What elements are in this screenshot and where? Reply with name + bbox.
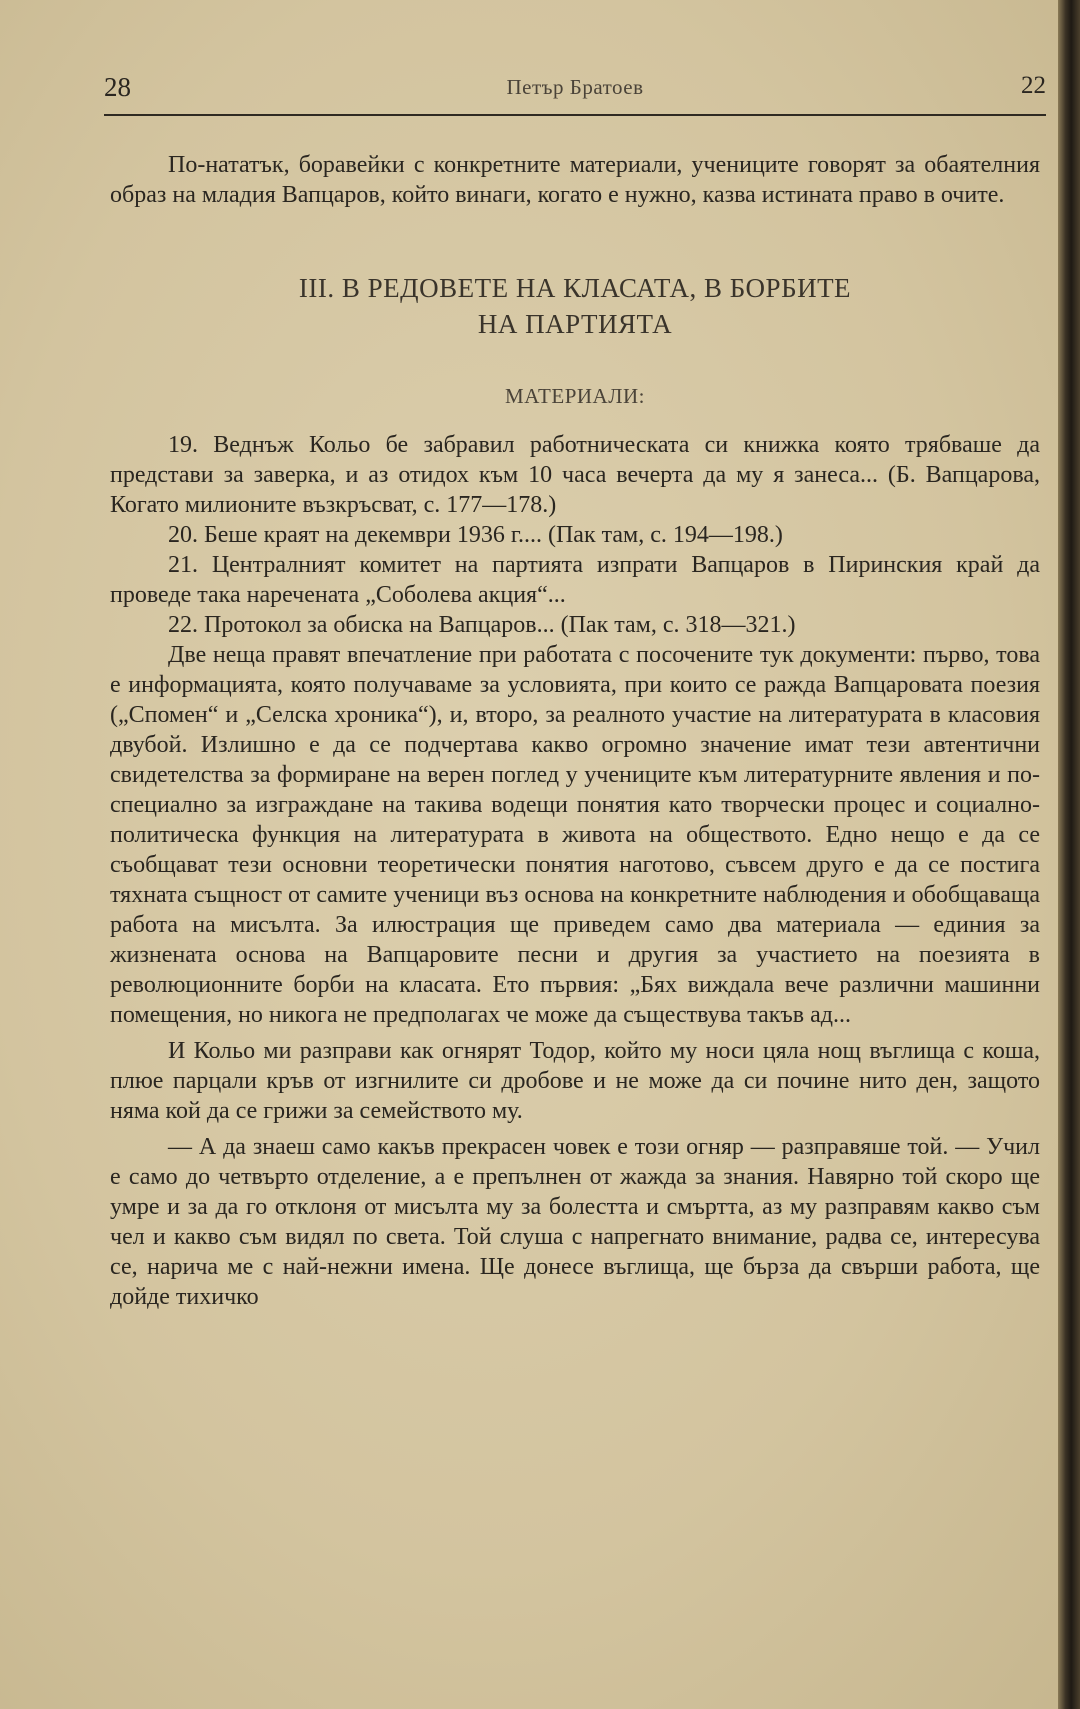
book-spine-edge [1058,0,1080,1709]
page-body [110,150,1040,1312]
section-title-line-1: III. В РЕДОВЕТЕ НА КЛАСАТА, В БОРБИТЕ [298,273,852,303]
page-number-right: 22 [1021,72,1046,99]
material-item-20: 20. Беше краят на декември 1936 г.... (Пак там, с. 194—198.) [168,522,783,548]
page-header [104,72,1046,110]
material-item-22: 22. Протокол за обиска на Вапцаров... (Пак там, с. 318—321.) [168,612,796,638]
body-paragraph: Две неща правят впечатление при работата с посочените тук документи: първо, това е информацията, която получаваме за условията, при които се ражда Вапцаровата поезия („Спомен“ и „Селска хроника“), и, второ, за реалното участие на литературата в класовия двубой. Излишно е да се подчертава какво огромно значение имат тези автентични свидетелства за формиране на верен поглед у учениците към литературните явления и по-специално за изграждане на такива водещи понятия като творчески процес и социално-политическа функция на литературата в живота на обществото. Едно нещо е да се съобщават тези основни теоретически понятия наготово, съвсем друго е да се постига тяхната същност от самите ученици въз основа на конкретните наблюдения и обобщаваща работа на мисълта. За илюстрация ще приведем само два материала — единия за жизнената основа на Вапцаровите песни и другия за участието на поезията в революционните борби на класата. Ето първия: „Бях виждала вече различни машинни помещения, но никога не предполагах че може да съществува такъв ад... [110,642,1040,1028]
intro-paragraph: По-нататък, боравейки с конкретните материали, учениците говорят за обаятелния образ на младия Вапцаров, който винаги, когато е нужно, казва истината право в очите. [110,152,1040,208]
materials-heading: МАТЕРИАЛИ: [505,384,645,408]
material-item-21: 21. Централният комитет на партията изпрати Вапцаров в Пиринския край да проведе така наречената „Соболева акция“... [110,552,1040,608]
section-title-line-2: НА ПАРТИЯТА [477,309,673,339]
header-rule [104,114,1046,116]
material-item-19: 19. Веднъж Кольо бе забравил работническата си книжка която трябваше да представи за заверка, и аз отидох към 10 часа вечерта да му я занеса... (Б. Вапцарова, Когато милионите възкръсват, с. 177—178.) [110,432,1040,518]
body-paragraph: — А да знаеш само какъв прекрасен човек е този огняр — разправяше той. — Учил е само до четвърто отделение, а е препълнен от жажда за знания. Навярно той скоро ще умре и за да го отклоня от мисълта му за болестта и смъртта, аз му разправям какво съм чел и какво съм видял по света. Той слуша с напрегнато внимание, радва се, интересува се, нарича ме с най-нежни имена. Ще донесе въглища, ще бърза да свърши работа, ще дойде тихичко [110,1134,1040,1310]
running-title: Петър Братоев [506,75,644,99]
page-number-left: 28 [104,72,131,102]
section-title [110,270,1040,342]
body-paragraph: И Кольо ми разправи как огнярят Тодор, който му носи цяла нощ въглища с коша, плюе парцали кръв от изгнилите си дробове и не може да си почине нито ден, защото няма кой да се грижи за семейството му. [110,1038,1040,1124]
